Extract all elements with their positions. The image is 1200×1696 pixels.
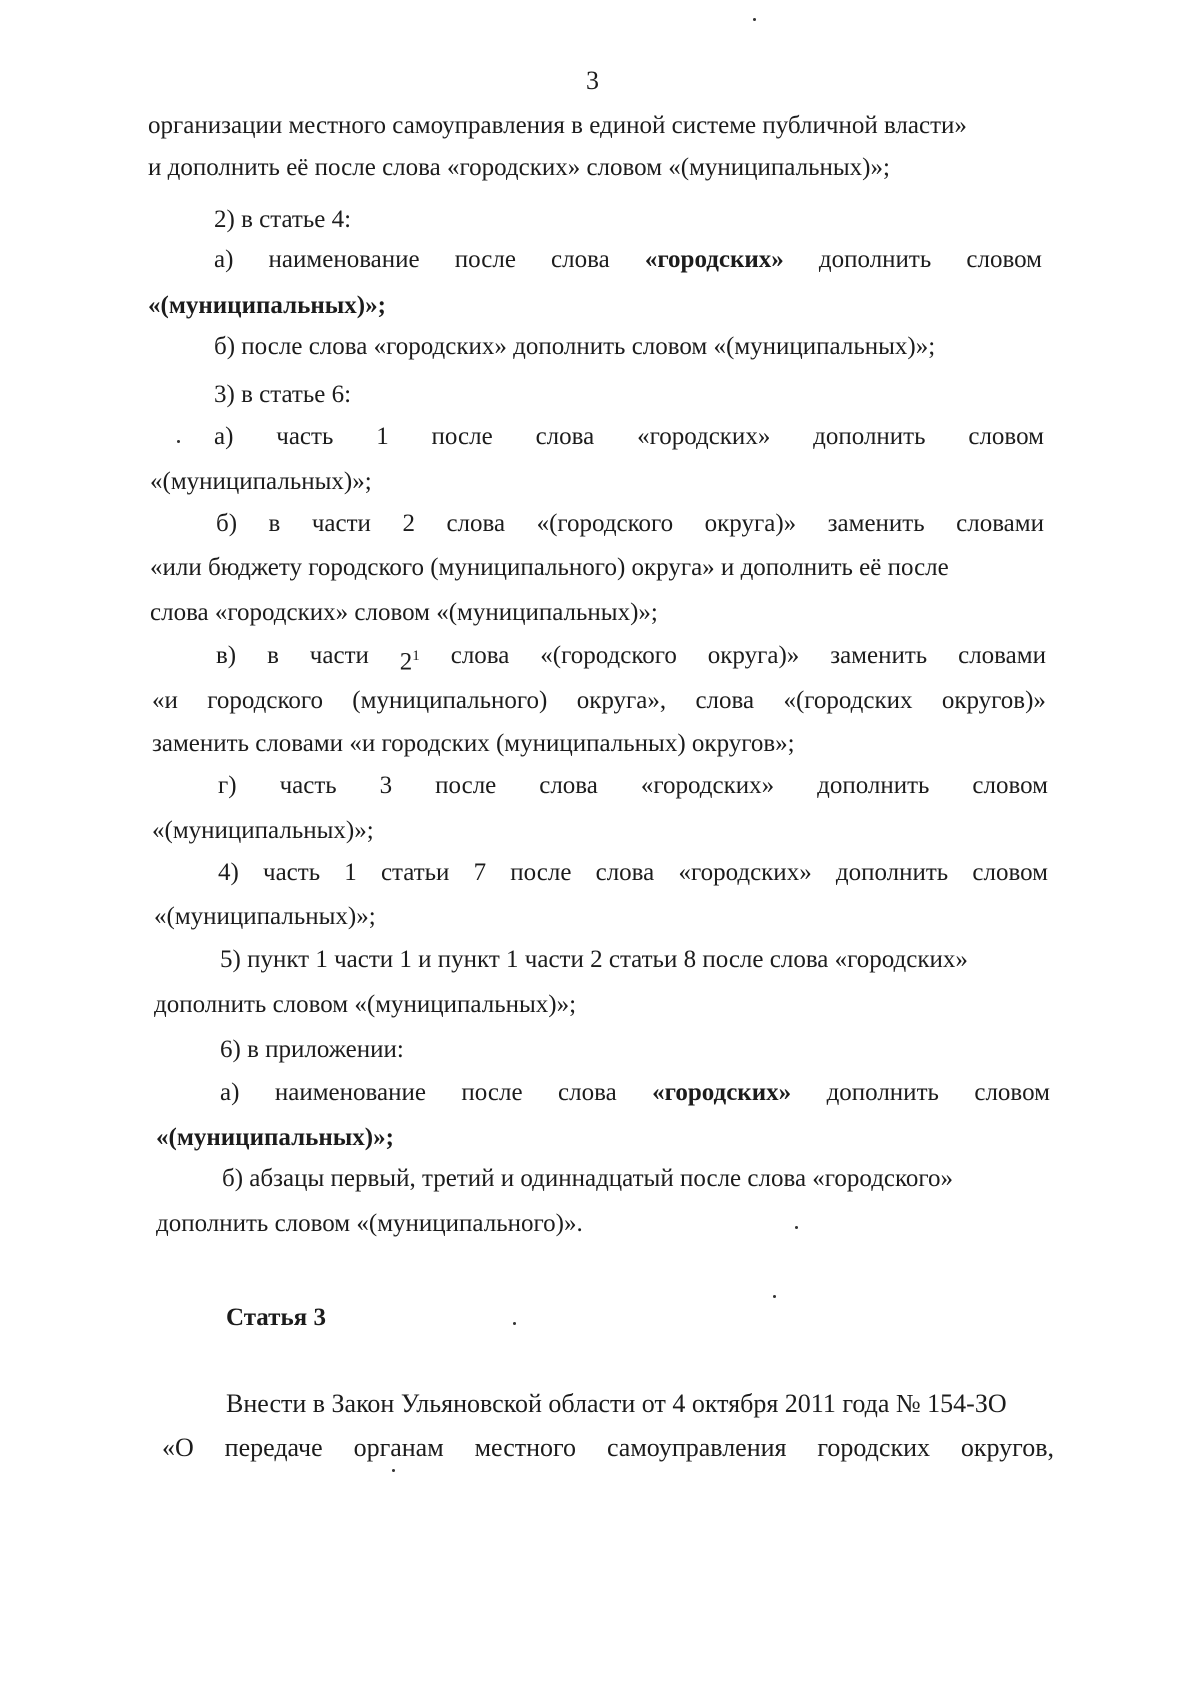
word: словом — [972, 772, 1048, 799]
text-line: «(муниципальных)»; — [152, 817, 374, 844]
text-line — [220, 945, 1048, 975]
text-line — [226, 1389, 1052, 1419]
line-text: «или бюджету городского (муниципального) округа» и дополнить её после — [150, 554, 949, 581]
text-line: б) после слова «городских» дополнить словом «(муниципальных)»; — [214, 333, 936, 360]
word: а) — [220, 1079, 240, 1106]
word: после — [461, 1079, 523, 1106]
scan-speck — [753, 18, 756, 21]
text-line — [214, 422, 1044, 452]
word: 1 — [344, 859, 357, 886]
word: «городских» — [640, 772, 775, 799]
word: 2 — [399, 648, 413, 676]
word: а) — [214, 246, 234, 273]
word: 3 — [379, 772, 393, 799]
word: после — [454, 246, 516, 273]
text-line — [220, 1078, 1050, 1108]
word: г) — [218, 772, 237, 799]
word: (муниципального) — [352, 687, 548, 714]
section-heading: Статья 3 — [226, 1304, 326, 1331]
word: «городских» — [637, 423, 771, 450]
line-text: 5) пункт 1 части 1 и пункт 1 части 2 статьи 8 после слова «городских» — [220, 946, 968, 973]
word: слова — [551, 246, 610, 273]
text-line: заменить словами «и городских (муниципальных) округов»; — [152, 730, 795, 757]
word: после — [435, 772, 497, 799]
text-line — [218, 858, 1048, 888]
word: части — [309, 642, 369, 669]
text-line: 2) в статье 4: — [214, 206, 352, 233]
word: наименование — [268, 246, 420, 273]
scan-speck — [177, 440, 180, 443]
word: часть — [263, 859, 321, 886]
word: дополнить — [826, 1079, 939, 1106]
word: слова — [450, 642, 510, 669]
word-bold: «городских» — [652, 1079, 792, 1106]
word: словом — [966, 246, 1042, 273]
word: б) — [216, 510, 238, 537]
word: «и — [152, 687, 178, 714]
text-line: «(муниципальных)»; — [148, 292, 386, 319]
word: слова — [539, 772, 598, 799]
page-number: 3 — [586, 66, 599, 95]
word: дополнить — [835, 859, 949, 886]
text-line — [216, 641, 1046, 677]
word: слова — [695, 687, 755, 714]
word: в — [267, 642, 279, 669]
word: 7 — [473, 859, 487, 886]
word: округа», — [576, 687, 667, 714]
word: наименование — [274, 1079, 426, 1106]
line-text: б) абзацы первый, третий и одиннадцатый после слова «городского» — [222, 1165, 954, 1192]
word: словами — [958, 642, 1046, 669]
word: 1 — [376, 423, 389, 450]
word: заменить — [830, 642, 928, 669]
text-line: 6) в приложении: — [220, 1036, 404, 1063]
word-with-superscript — [400, 641, 420, 677]
scan-speck — [513, 1322, 516, 1325]
word: округов)» — [941, 687, 1046, 714]
word: слова — [558, 1079, 617, 1106]
text-line: «(муниципальных)»; — [154, 903, 376, 930]
word: после — [510, 859, 572, 886]
word: словом — [972, 859, 1048, 886]
word: передаче — [224, 1433, 323, 1462]
scan-speck — [773, 1295, 776, 1298]
word: а) — [214, 423, 234, 450]
word: «О — [162, 1433, 194, 1462]
word: часть — [279, 772, 337, 799]
word: слова — [595, 859, 655, 886]
word: «(городского — [540, 642, 677, 669]
line-text: Внести в Закон Ульяновской области от 4 октября 2011 года № 154-ЗО — [226, 1389, 1007, 1418]
word: словом — [968, 423, 1044, 450]
word: заменить — [827, 510, 925, 537]
text-line — [150, 553, 1044, 583]
text-line — [222, 1164, 1050, 1194]
word: самоуправления — [606, 1433, 787, 1462]
text-line: 3) в статье 6: — [214, 381, 352, 408]
word: слова — [446, 510, 506, 537]
word: городского — [207, 687, 323, 714]
word: городских — [817, 1433, 930, 1462]
text-line — [216, 509, 1044, 539]
word: 2 — [402, 510, 415, 537]
word: слова — [535, 423, 595, 450]
word: дополнить — [817, 772, 930, 799]
word: в — [268, 510, 281, 537]
word: словами — [956, 510, 1044, 537]
word: 4) — [218, 859, 239, 886]
word: после — [431, 423, 493, 450]
text-line — [162, 1433, 1054, 1463]
superscript: 1 — [412, 648, 420, 664]
word-bold: «городских» — [644, 246, 784, 273]
text-line: «(муниципальных)»; — [156, 1124, 394, 1151]
word: словом — [974, 1079, 1050, 1106]
line-text: организации местного самоуправления в единой системе публичной власти» — [148, 112, 967, 139]
text-line: и дополнить её после слова «городских» словом «(муниципальных)»; — [148, 154, 890, 181]
scan-speck — [392, 1469, 395, 1472]
scan-speck — [795, 1226, 798, 1229]
text-line — [214, 245, 1042, 275]
word: округа)» — [704, 510, 797, 537]
word: часть — [276, 423, 334, 450]
word: «(городских — [783, 687, 913, 714]
text-line: «(муниципальных)»; — [150, 468, 372, 495]
text-line — [152, 686, 1046, 716]
text-line: дополнить словом «(муниципального)». — [156, 1210, 583, 1237]
text-line: слова «городских» словом «(муниципальных)»; — [150, 599, 658, 626]
text-line: дополнить словом «(муниципальных)»; — [154, 991, 577, 1018]
word: «(городского — [536, 510, 674, 537]
text-line — [218, 771, 1048, 801]
word: части — [311, 510, 371, 537]
word: в) — [216, 642, 237, 669]
word: дополнить — [818, 246, 932, 273]
word: местного — [474, 1433, 577, 1462]
text-line — [148, 111, 1040, 141]
word: дополнить — [813, 423, 926, 450]
word: статьи — [380, 859, 450, 886]
word: органам — [353, 1433, 444, 1462]
word: округа)» — [707, 642, 800, 669]
word: округов, — [960, 1433, 1054, 1462]
word: «городских» — [678, 859, 812, 886]
